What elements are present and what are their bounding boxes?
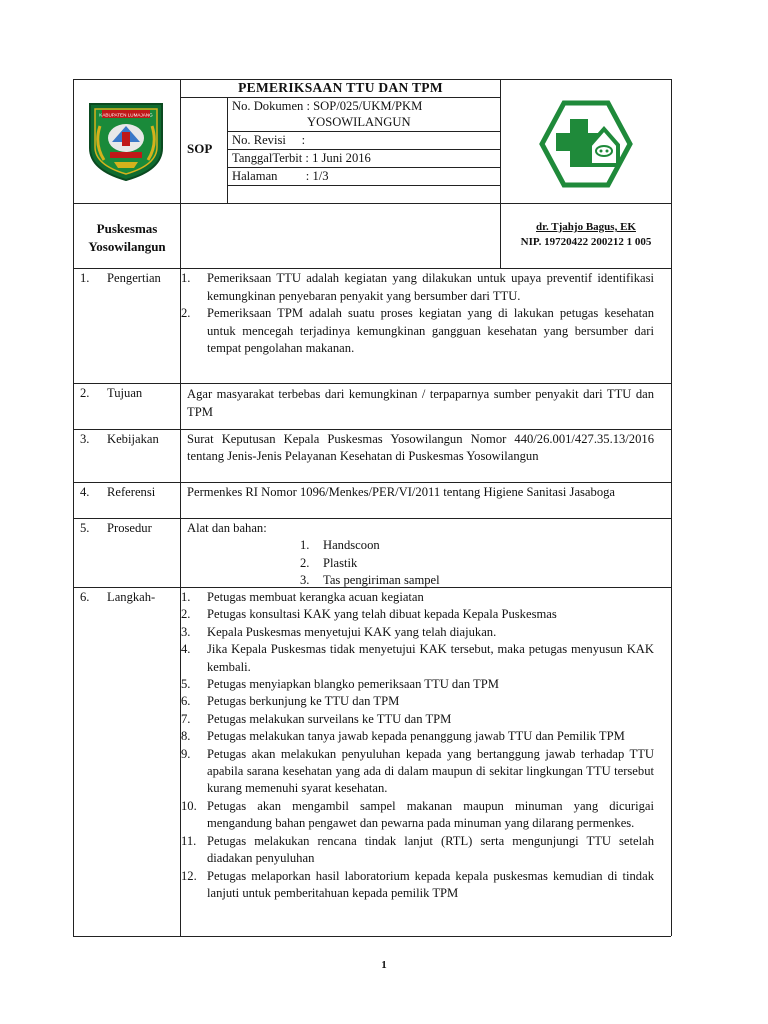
referensi-content: Permenkes RI Nomor 1096/Menkes/PER/VI/2011 tentang Higiene Sanitasi Jasaboga [187,485,616,499]
list-item-text: Pemeriksaan TPM adalah suatu proses kegiatan yang di lakukan petugas kesehatan untuk mencegah terjadinya kemungkinan gangguan kesehatan yang bersumber dari tempat pengolahan makanan. [207,306,654,355]
organization-name [74,220,180,256]
list-item [181,270,654,305]
list-item-number: 6. [181,694,191,709]
kebijakan-content: Surat Keputusan Kepala Puskesmas Yosowilangun Nomor 440/26.001/427.35.13/2016 tentang Jenis-Jenis Pelayanan Kesehatan di Puskesmas Yosowilangun [187,432,654,463]
list-item-number: 12. [181,868,197,883]
puskesmas-logo [538,99,634,189]
list-item-text: Petugas melakukan tanya jawab kepada penanggung jawab TTU dan Pemilik TPM [207,729,625,744]
issue-date: TanggalTerbit : 1 Juni 2016 [232,151,371,165]
list-item-number: 1. [181,271,191,285]
section-number-2: 2. [80,386,90,400]
prosedur-intro: Alat dan bahan: [187,521,267,535]
list-item [181,676,654,693]
list-item-number: 8. [181,729,191,744]
list-item-number: 5. [181,677,191,692]
list-item-number: 7. [181,711,191,726]
organization-line-2: Yosowilangun [88,239,166,254]
prosedur-materials [300,537,600,590]
regency-logo [86,98,166,183]
section-number-6: 6. [80,590,90,604]
list-item-text: Petugas konsultasi KAK yang telah dibuat kepada Kepala Puskesmas [207,607,557,622]
langkah-list [181,589,654,902]
list-item-number: 9. [181,746,191,761]
section-number-3: 3. [80,432,90,446]
organization-line-1: Puskesmas [96,221,158,236]
list-item-text: Petugas menyiapkan blangko pemeriksaan TTU dan TPM [207,677,499,692]
list-item [181,305,654,358]
section-number-1: 1. [80,271,90,285]
list-item-text: Petugas akan mengambil sampel makanan maupun minuman yang dicurigai mengandung bahan pengawet dan pewarna pada minuman yang dilarang permenkes. [207,798,654,831]
signer-block [501,220,671,250]
page-info: Halaman : 1/3 [232,169,329,183]
list-item-text: Tas pengiriman sampel [323,573,440,587]
list-item-number: 1. [181,590,191,604]
list-item-number: 3. [181,624,191,639]
signer-nip: NIP. 19720422 200212 1 005 [520,236,652,248]
list-item [181,833,654,868]
list-item [300,555,600,573]
list-item [181,693,654,710]
list-item [300,537,600,555]
section-number-4: 4. [80,485,90,499]
document-title: PEMERIKSAAN TTU DAN TPM [238,80,443,95]
list-item-number: 11. [181,833,197,848]
list-item-number: 2. [181,607,191,622]
page-number: 1 [381,959,387,971]
list-item [181,746,654,798]
section-label-pengertian: Pengertian [107,271,161,285]
section-label-tujuan: Tujuan [107,386,143,400]
list-item-text: Jika Kepala Puskesmas tidak menyetujui KAK tersebut, maka petugas menyusun KAK kembali. [207,642,654,674]
signer-name: dr. Tjahjo Bagus, EK [536,221,636,233]
list-item [181,606,654,623]
list-item-text: Petugas akan melakukan penyuluhan kepada yang bertanggung jawab terhadap TTU apabila sarana kesehatan yang ada di dalam maupun di sekitar lingkungan TTU tersebut kurang memenuhi syarat kesehatan. [207,746,654,796]
list-item-text: Pemeriksaan TTU adalah kegiatan yang dilakukan untuk upaya preventif identifikasi kemungkinan penyebaran penyakit yang bersumber dari TTU. [207,271,654,303]
doc-number-suffix: YOSOWILANGUN [307,115,411,129]
list-item-number: 4. [181,642,191,657]
list-item-text: Petugas membuat kerangka acuan kegiatan [207,590,424,604]
list-item [181,868,654,903]
list-item [181,641,654,676]
list-item-text: Kepala Puskesmas menyetujui KAK yang telah diajukan. [207,624,497,639]
section-number-5: 5. [80,521,90,535]
section-label-prosedur: Prosedur [107,521,152,535]
list-item [181,728,654,745]
list-item-number: 2. [181,306,191,320]
list-item-text: Plastik [323,555,358,570]
sop-label: SOP [187,141,213,156]
list-item [181,589,654,606]
pengertian-list [181,270,654,358]
revision-number: No. Revisi : [232,133,306,147]
puskesmas-hexagon-icon [538,99,634,189]
section-label-referensi: Referensi [107,485,156,499]
list-item [300,572,600,590]
langkah-content [181,589,654,902]
regency-shield-icon [86,98,166,183]
list-item-number: 10. [181,798,197,813]
list-item [181,711,654,728]
pengertian-content [181,270,654,358]
list-item-text: Petugas melakukan surveilans ke TTU dan TPM [207,711,452,726]
list-item [181,798,654,833]
doc-number: No. Dokumen : SOP/025/UKM/PKM [232,99,423,113]
list-item-number: 1. [300,538,310,552]
tujuan-content: Agar masyarakat terbebas dari kemungkinan / terpaparnya sumber penyakit dari TTU dan TPM [187,387,654,419]
list-item-text: Petugas berkunjung ke TTU dan TPM [207,694,400,709]
section-label-langkah: Langkah- [107,590,156,604]
section-label-kebijakan: Kebijakan [107,432,159,446]
list-item-text: Petugas melaporkan hasil laboratorium kepada kepala puskesmas kemudian di tindak lanjuti untuk pemberitahuan kepada pemilik TPM [207,868,654,900]
list-item-text: Handscoon [323,538,380,552]
list-item-number: 2. [300,555,310,570]
regency-logo-text: KABUPATEN LUMAJANG [99,112,153,118]
list-item-text: Petugas melakukan rencana tindak lanjut (RTL) serta mengunjungi TTU setelah diadakan penyuluhan [207,833,654,866]
materials-list [300,537,600,590]
list-item-number: 3. [300,573,310,587]
list-item [181,624,654,641]
